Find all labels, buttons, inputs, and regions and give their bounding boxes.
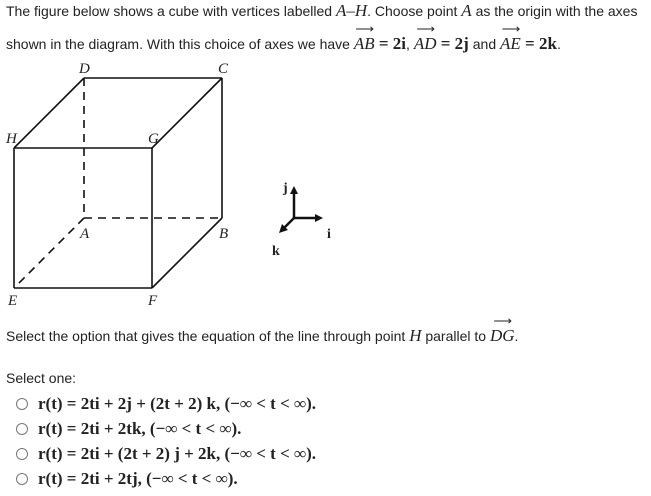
text: . Choose point [367,3,462,19]
radio-button[interactable] [16,423,28,435]
option-label[interactable]: r(t) = 2ti + (2t + 2) j + 2k, (−∞ < t < ∞). [38,444,317,463]
vertex-label-d: D [79,61,90,77]
text: parallel to [421,328,490,344]
arrow: ⟶ [493,313,512,328]
edge-cg [152,78,222,148]
vertex-range: A–H [335,1,368,20]
option-label[interactable]: r(t) = 2ti + 2tj, (−∞ < t < ∞). [38,469,238,488]
radio-button[interactable] [16,473,28,485]
vertex-label-c: C [218,61,229,77]
vector-value: = 2k [520,34,557,53]
option-label[interactable]: r(t) = 2ti + 2j + (2t + 2) k, (−∞ < t < ∞). [38,394,317,413]
vertex-label-h: H [6,131,17,147]
edge-ae-hidden [14,218,84,288]
arrow: ⟶ [501,21,520,36]
axis-label-k: k [272,244,280,259]
axis-label-j: j [283,181,288,196]
option-label[interactable]: r(t) = 2ti + 2tk, (−∞ < t < ∞). [38,419,242,438]
arrow: ⟶ [416,21,434,36]
vector-ab [353,21,375,54]
option-2[interactable] [16,419,241,439]
cube-diagram [0,55,360,310]
text: shown in the diagram. With this choice of axes we have [6,36,354,52]
text: . [556,36,561,52]
text: and [468,36,500,52]
text: , [406,36,414,52]
select-one-label: Select one: [6,370,77,386]
text: as the origin with the axes [471,3,638,19]
point-h: H [409,326,422,345]
axes-icon [283,192,318,229]
vertex-label-b: B [219,226,229,242]
edge-bf [152,218,222,288]
vector-label: AB [353,34,375,53]
axis-label-i: i [327,227,331,242]
radio-button[interactable] [16,448,28,460]
option-3[interactable] [16,444,316,464]
vector-value: = 2j [436,34,469,53]
text: The figure below shows a cube with vertices labelled [6,3,336,19]
option-1[interactable] [16,394,316,414]
text: Select the option that gives the equation of the line through point [6,328,410,344]
vector-value: = 2i [374,34,407,53]
intro-line-1 [6,1,637,21]
radio-button[interactable] [16,398,28,410]
vertex-label-f: F [148,293,158,309]
text: . [514,328,519,344]
question-text [6,313,519,346]
vector-dg [489,313,515,346]
option-4[interactable] [16,469,238,489]
vector-ad [413,21,437,54]
vertex-label-a: A [80,226,90,242]
intro-line-2 [6,21,561,54]
vector-label: DG [489,326,515,345]
vector-label: AD [413,34,437,53]
vertex-label-e: E [8,293,18,309]
vector-label: AE [500,34,521,53]
vertex-label-g: G [148,131,159,147]
arrow: ⟶ [355,21,374,36]
vector-ae [500,21,521,54]
edge-dh [14,78,84,148]
point-a: A [461,1,472,20]
